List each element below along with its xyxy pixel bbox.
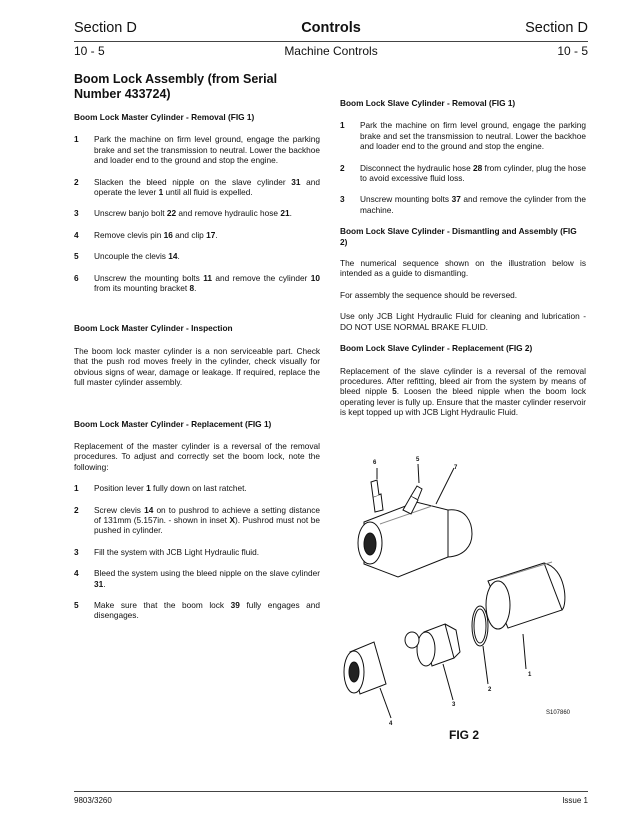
procedure-step <box>74 230 320 240</box>
right-column <box>340 98 586 418</box>
step-text: Fill the system with JCB Light Hydraulic fluid. <box>94 546 260 557</box>
step-text: Unscrew the mounting bolts 11 and remove the cylinder 10 from its mounting bracket 8. <box>94 272 320 294</box>
step-number: 6 <box>74 272 79 283</box>
procedure-step <box>74 177 320 198</box>
slave-dismantling-heading: Boom Lock Slave Cylinder - Dismantling and Assembly (FIG 2) <box>340 226 577 247</box>
step-text: Uncouple the clevis 14. <box>94 251 180 262</box>
step-text: Unscrew mounting bolts 37 and remove the cylinder from the machine. <box>360 194 586 215</box>
procedure-step <box>74 600 320 621</box>
step-number: 1 <box>74 483 79 494</box>
fig2-illustration <box>340 452 586 727</box>
fig2-label: 4 <box>389 721 393 727</box>
slave-dismantling-p2: For assembly the sequence should be reversed. <box>340 289 518 300</box>
master-inspection-text: The boom lock master cylinder is a non serviceable part. Check that the push rod moves freely in the cylinder, check visually for obvious signs of wear, damage or leakage. If required, replace the full master cylinder assembly. <box>74 345 320 388</box>
master-replacement-heading: Boom Lock Master Cylinder - Replacement (FIG 1) <box>74 418 272 429</box>
step-number: 2 <box>340 162 345 173</box>
step-text: Unscrew banjo bolt 22 and remove hydraulic hose 21. <box>94 208 292 219</box>
fig2-label: 1 <box>528 672 532 678</box>
procedure-step <box>74 568 320 589</box>
chapter-subtitle: Machine Controls <box>284 44 378 58</box>
chapter-title: Controls <box>301 20 361 36</box>
master-removal-heading: Boom Lock Master Cylinder - Removal (FIG 1) <box>74 112 255 122</box>
step-text: Position lever 1 fully down on last ratchet. <box>94 483 247 494</box>
procedure-step <box>340 163 586 184</box>
issue-number: Issue 1 <box>562 796 588 805</box>
procedure-step <box>340 120 586 151</box>
step-number: 1 <box>74 134 79 145</box>
fig2-label: 6 <box>373 460 377 466</box>
step-number: 4 <box>74 568 79 579</box>
page-number-left: 10 - 5 <box>74 44 105 58</box>
procedure-step <box>74 208 320 218</box>
step-text: Make sure that the boom lock 39 fully engages and disengages. <box>94 599 320 621</box>
step-text: Disconnect the hydraulic hose 28 from cylinder, plug the hose to avoid excessive fluid loss. <box>360 162 587 184</box>
section-left: Section D <box>74 20 137 36</box>
procedure-step <box>74 547 320 557</box>
procedure-step <box>74 251 320 261</box>
procedure-step <box>74 505 320 536</box>
fig2-label: 3 <box>452 702 456 708</box>
figure-caption: FIG 2 <box>449 728 480 742</box>
slave-replacement-text: Replacement of the slave cylinder is a reversal of the removal procedures. After refitting, bleed air from the system by means of bleed nipple 5. Loosen the bleed nipple when the boom lock operating lever is fully up. Ensure that the master cylinder reservoir is kept topped up with JCB Light Hydraulic Fluid. <box>340 365 586 418</box>
page-number-right: 10 - 5 <box>557 44 588 58</box>
slave-removal-heading: Boom Lock Slave Cylinder - Removal (FIG 1) <box>340 98 516 108</box>
step-number: 3 <box>74 546 79 557</box>
master-inspection-heading: Boom Lock Master Cylinder - Inspection <box>74 323 233 334</box>
doc-number: 9803/3260 <box>74 796 112 805</box>
step-text: Screw clevis 14 on to pushrod to achieve a setting distance of 131mm (5.157in. - shown in inset X). Pushrod must not be pushed in cylinder. <box>94 504 320 536</box>
step-text: Remove clevis pin 16 and clip 17. <box>94 229 218 240</box>
slave-dismantling-p3: Use only JCB Light Hydraulic Fluid for cleaning and lubrication - DO NOT USE NORMAL BRAKE FLUID. <box>340 311 586 332</box>
page-header <box>74 20 588 40</box>
step-text: Slacken the bleed nipple on the slave cylinder 31 and operate the lever 1 until all fluid is expelled. <box>94 176 320 198</box>
step-number: 3 <box>340 194 345 205</box>
step-number: 1 <box>340 120 345 131</box>
master-replacement-intro: Replacement of the master cylinder is a reversal of the removal procedures. To adjust and correctly set the boom lock, note the following: <box>74 440 320 472</box>
step-number: 5 <box>74 251 79 262</box>
fig2-label: 2 <box>488 687 492 693</box>
step-text: Park the machine on firm level ground, engage the parking brake and set the transmission to neutral. Lower the backhoe and loader end to the ground and stop the engine. <box>360 120 586 152</box>
left-column <box>74 72 320 621</box>
procedure-step <box>74 134 320 165</box>
header-rule <box>74 41 588 42</box>
step-number: 2 <box>74 504 79 515</box>
step-number: 5 <box>74 599 79 610</box>
master-removal-steps <box>74 134 320 293</box>
section-right: Section D <box>525 20 588 36</box>
step-number: 4 <box>74 229 79 240</box>
slave-dismantling-p1: The numerical sequence shown on the illustration below is intended as a guide to dismantling. <box>340 258 586 279</box>
step-text: Park the machine on firm level ground, engage the parking brake and set the transmission to neutral. Lower the backhoe and loader end to the ground and stop the engine. <box>94 134 320 166</box>
master-replacement-steps <box>74 483 320 621</box>
slave-removal-steps <box>340 120 586 215</box>
procedure-step <box>74 483 320 493</box>
procedure-step <box>340 194 586 215</box>
page-subheader <box>74 44 588 60</box>
fig2-label: 7 <box>454 465 458 471</box>
page-title: Boom Lock Assembly (from Serial Number 433724) <box>74 72 278 101</box>
step-text: Bleed the system using the bleed nipple on the slave cylinder 31. <box>94 568 320 589</box>
step-number: 3 <box>74 208 79 219</box>
fig2-code: S107860 <box>546 710 571 716</box>
slave-replacement-heading: Boom Lock Slave Cylinder - Replacement (FIG 2) <box>340 343 533 354</box>
step-number: 2 <box>74 176 79 187</box>
footer-rule <box>74 791 588 792</box>
fig2-label: 5 <box>416 457 420 463</box>
procedure-step <box>74 273 320 294</box>
